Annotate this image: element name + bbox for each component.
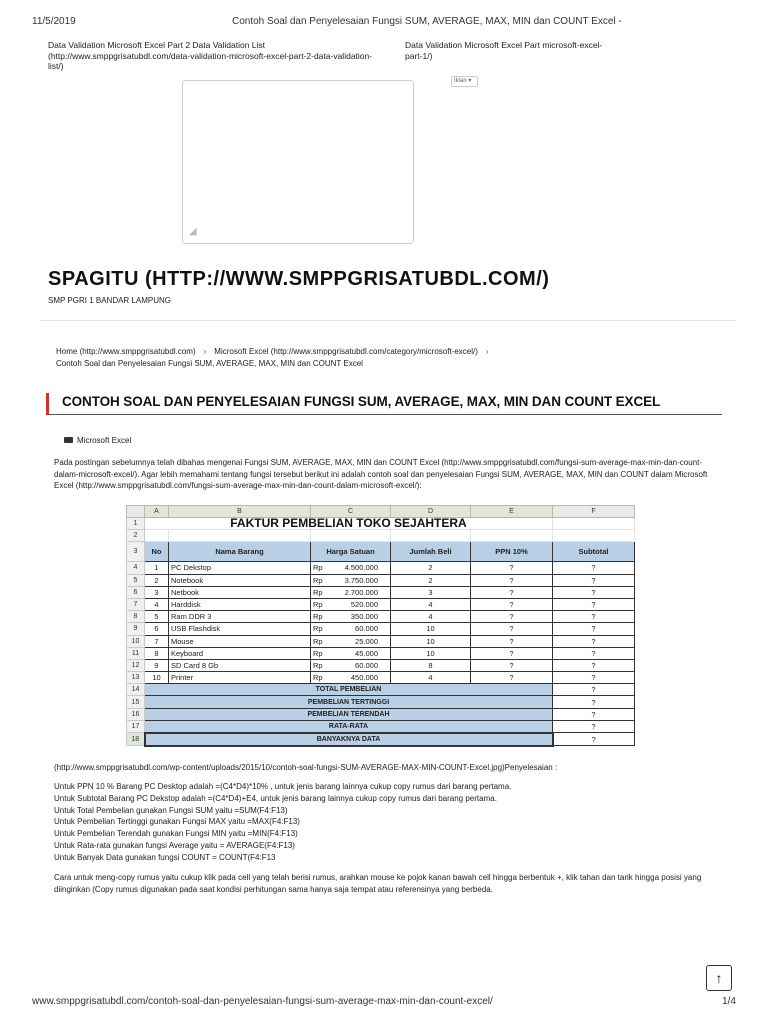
cell-subtotal: ? <box>553 574 635 586</box>
currency-label: Rp <box>313 575 323 585</box>
cell-subtotal: ? <box>553 647 635 659</box>
row-number: 13 <box>127 672 145 684</box>
category-label[interactable]: Microsoft Excel <box>77 436 132 445</box>
header-cell: No <box>145 542 169 562</box>
price-value: 25.000 <box>355 636 378 646</box>
table-row <box>127 562 635 574</box>
cell-no: 1 <box>145 562 169 574</box>
cell-item-name: SD Card 8 Gb <box>169 659 311 671</box>
table-row <box>127 598 635 610</box>
spreadsheet-image <box>126 505 634 759</box>
corner-cell <box>127 506 145 518</box>
cell-no: 8 <box>145 647 169 659</box>
cell-item-name: Notebook <box>169 574 311 586</box>
table-header-row <box>127 542 635 562</box>
related-post-link[interactable]: Data Validation Microsoft Excel Part 2 Data Validation List (http://www.smppgrisatubdl.com/data-validation-microsoft-excel-part-2-data-validation-list/) <box>48 40 373 71</box>
column-header: E <box>471 506 553 518</box>
cell-subtotal: ? <box>553 672 635 684</box>
price-value: 45.000 <box>355 648 378 658</box>
row-number: 8 <box>127 611 145 623</box>
cell-no: 9 <box>145 659 169 671</box>
table-row <box>127 586 635 598</box>
currency-label: Rp <box>313 624 323 634</box>
summary-value: ? <box>553 696 635 708</box>
solution-line: Untuk Total Pembelian gunakan Fungsi SUM yaitu =SUM(F4:F13) <box>54 805 288 815</box>
cell-item-name: Keyboard <box>169 647 311 659</box>
post-title: CONTOH SOAL DAN PENYELESAIAN FUNGSI SUM, AVERAGE, MAX, MIN DAN COUNT EXCEL <box>46 393 722 415</box>
cell-price <box>311 647 391 659</box>
row-number: 5 <box>127 574 145 586</box>
summary-row <box>127 720 635 733</box>
row-number: 3 <box>127 542 145 562</box>
cell-price <box>311 635 391 647</box>
cell-price <box>311 623 391 635</box>
table-row <box>127 659 635 671</box>
row-number: 4 <box>127 562 145 574</box>
header-divider <box>40 320 736 321</box>
summary-value: ? <box>553 684 635 696</box>
cell-subtotal: ? <box>553 635 635 647</box>
cell-no: 6 <box>145 623 169 635</box>
cell-ppn: ? <box>471 635 553 647</box>
cell-no: 7 <box>145 635 169 647</box>
row-number: 17 <box>127 720 145 733</box>
cell-no: 10 <box>145 672 169 684</box>
row-number: 10 <box>127 635 145 647</box>
sheet-row <box>127 518 635 530</box>
solution-line: Untuk Pembelian Terendah gunakan Fungsi MIN yaitu =MIN(F4:F13) <box>54 829 298 839</box>
column-header: D <box>391 506 471 518</box>
row-number: 16 <box>127 708 145 720</box>
cell-no: 4 <box>145 598 169 610</box>
cell-qty: 4 <box>391 672 471 684</box>
column-header: A <box>145 506 169 518</box>
cell-ppn: ? <box>471 586 553 598</box>
back-to-top-button[interactable] <box>706 965 732 991</box>
currency-label: Rp <box>313 587 323 597</box>
header-cell: PPN 10% <box>471 542 553 562</box>
breadcrumb <box>56 346 716 370</box>
currency-label: Rp <box>313 636 323 646</box>
print-header <box>32 16 736 30</box>
cell-item-name: PC Dekstop <box>169 562 311 574</box>
summary-label: PEMBELIAN TERENDAH <box>145 708 553 720</box>
table-row <box>127 623 635 635</box>
summary-row <box>127 696 635 708</box>
cell-qty: 8 <box>391 659 471 671</box>
cell-qty: 2 <box>391 574 471 586</box>
print-footer <box>32 996 736 1010</box>
related-post-link[interactable]: Data Validation Microsoft Excel Part microsoft-excel-part-1/) <box>405 40 603 61</box>
breadcrumb-current: Contoh Soal dan Penyelesaian Fungsi SUM, AVERAGE, MAX, MIN dan COUNT Excel <box>56 359 363 368</box>
column-header: F <box>553 506 635 518</box>
cell-price <box>311 562 391 574</box>
solution-line: Untuk PPN 10 % Barang PC Desktop adalah =(C4*D4)*10% , untuk jenis barang lainnya cukup copy rumus dari barang pertama. <box>54 782 512 791</box>
copy-formula-note: Cara untuk meng-copy rumus yaitu cukup klik pada cell yang telah berisi rumus, arahkan mouse ke pojok kanan bawah cell hingga berbentuk +, klik tahan dan tarik hingga posisi yang diinginkan (Copy rumus digunakan pada saat kondisi perhitungan sama hanya saja tempat atau referensinya yang berbeda. <box>54 873 702 894</box>
cell-ppn: ? <box>471 611 553 623</box>
cell-subtotal: ? <box>553 623 635 635</box>
cell-qty: 10 <box>391 623 471 635</box>
summary-row <box>127 684 635 696</box>
print-date: 11/5/2019 <box>32 16 76 27</box>
row-number: 9 <box>127 623 145 635</box>
cell-item-name: Ram DDR 3 <box>169 611 311 623</box>
table-row <box>127 635 635 647</box>
cell-item-name: USB Flashdisk <box>169 623 311 635</box>
cell-ppn: ? <box>471 574 553 586</box>
summary-value: ? <box>553 708 635 720</box>
invoice-title: FAKTUR PEMBELIAN TOKO SEJAHTERA <box>145 518 553 530</box>
header-cell: Subtotal <box>553 542 635 562</box>
breadcrumb-category[interactable]: Microsoft Excel (http://www.smppgrisatubdl.com/category/microsoft-excel/) <box>214 347 478 356</box>
summary-row <box>127 733 635 746</box>
header-cell: Nama Barang <box>169 542 311 562</box>
solution-list <box>54 781 724 864</box>
site-subtitle: SMP PGRI 1 BANDAR LAMPUNG <box>48 296 171 305</box>
arrow-up-icon: ↑ <box>715 970 723 986</box>
cell-item-name: Netbook <box>169 586 311 598</box>
cell-ppn: ? <box>471 598 553 610</box>
image-link-caption[interactable]: (http://www.smppgrisatubdl.com/wp-content/uploads/2015/10/contoh-soal-fungsi-SUM-AVERAGE-MAX-MIN-COUNT-Excel.jpg)Penyelesaian : <box>54 763 558 772</box>
row-number: 12 <box>127 659 145 671</box>
currency-label: Rp <box>313 600 323 610</box>
row-number: 15 <box>127 696 145 708</box>
summary-value: ? <box>553 733 635 746</box>
row-number: 7 <box>127 598 145 610</box>
cell-item-name: Harddisk <box>169 598 311 610</box>
summary-label: RATA-RATA <box>145 720 553 733</box>
cell-qty: 10 <box>391 647 471 659</box>
cell-price <box>311 611 391 623</box>
cell-qty: 4 <box>391 598 471 610</box>
row-number: 18 <box>127 733 145 746</box>
cell-subtotal: ? <box>553 562 635 574</box>
row-number: 11 <box>127 647 145 659</box>
price-value: 520.000 <box>350 600 378 610</box>
cell <box>553 518 635 530</box>
row-number: 6 <box>127 586 145 598</box>
cell-no: 2 <box>145 574 169 586</box>
cell-subtotal: ? <box>553 598 635 610</box>
cell-price <box>311 574 391 586</box>
currency-label: Rp <box>313 612 323 622</box>
sheet-row <box>127 530 635 542</box>
column-header: C <box>311 506 391 518</box>
breadcrumb-separator: › <box>485 347 489 356</box>
price-value: 450.000 <box>350 673 378 683</box>
folder-icon <box>64 437 73 443</box>
summary-label: BANYAKNYA DATA <box>145 733 553 746</box>
ad-placeholder <box>182 80 414 244</box>
cell-price <box>311 659 391 671</box>
post-intro: Pada postingan sebelumnya telah dibahas mengenai Fungsi SUM, AVERAGE, MAX, MIN dan COUNT Excel (http://www.smppgrisatubdl.com/fungsi-sum-average-max-min-dan-count-dalam-microsoft-excel/). Agar lebih memahami tentang fungsi tersebut berikut ini adalah contoh soal dan penyelesaian Fungsi SUM, AVERAGE, MAX, MIN dan COUNT dalam Microsoft Excel (http://www.smppgrisatubdl.com/fungsi-sum-average-max-min-dan-count-dalam-microsoft-excel/): <box>54 458 708 490</box>
cell-no: 5 <box>145 611 169 623</box>
cell-qty: 3 <box>391 586 471 598</box>
price-value: 4.500.000 <box>344 563 378 573</box>
cell-subtotal: ? <box>553 611 635 623</box>
cell-qty: 2 <box>391 562 471 574</box>
cell-ppn: ? <box>471 562 553 574</box>
summary-label: PEMBELIAN TERTINGGI <box>145 696 553 708</box>
cell-qty: 10 <box>391 635 471 647</box>
ad-select[interactable]: Iklan ▾ <box>451 76 478 87</box>
currency-label: Rp <box>313 660 323 670</box>
row-number: 14 <box>127 684 145 696</box>
cell-ppn: ? <box>471 623 553 635</box>
breadcrumb-home[interactable]: Home (http://www.smppgrisatubdl.com) <box>56 347 196 356</box>
solution-line: Untuk Pembelian Tertinggi gunakan Fungsi MAX yaitu =MAX(F4:F13) <box>54 817 300 827</box>
header-cell: Jumlah Beli <box>391 542 471 562</box>
price-value: 350.000 <box>350 612 378 622</box>
solution-line: Untuk Subtotal Barang PC Dekstop adalah =(C4*D4)+E4, untuk jenis barang lainnya cukup copy rumus dari barang pertama. <box>54 793 497 803</box>
post-category[interactable] <box>64 436 131 445</box>
price-value: 3.750.000 <box>344 575 378 585</box>
row-number: 1 <box>127 518 145 530</box>
currency-label: Rp <box>313 563 323 573</box>
print-page-title: Contoh Soal dan Penyelesaian Fungsi SUM, AVERAGE, MAX, MIN dan COUNT Excel - <box>232 16 622 27</box>
price-value: 2.700.000 <box>344 587 378 597</box>
cell-ppn: ? <box>471 647 553 659</box>
site-title[interactable]: SPAGITU (HTTP://WWW.SMPPGRISATUBDL.COM/) <box>48 268 550 290</box>
table-row <box>127 672 635 684</box>
cell-price <box>311 586 391 598</box>
cell-no: 3 <box>145 586 169 598</box>
cell-subtotal: ? <box>553 659 635 671</box>
breadcrumb-separator: › <box>203 347 207 356</box>
header-cell: Harga Satuan <box>311 542 391 562</box>
cell-qty: 4 <box>391 611 471 623</box>
currency-label: Rp <box>313 648 323 658</box>
cell-item-name: Mouse <box>169 635 311 647</box>
cell-price <box>311 598 391 610</box>
print-url: www.smppgrisatubdl.com/contoh-soal-dan-penyelesaian-fungsi-sum-average-max-min-dan-count-excel/ <box>32 996 493 1007</box>
table-row <box>127 647 635 659</box>
cell-subtotal: ? <box>553 586 635 598</box>
price-value: 60.000 <box>355 624 378 634</box>
summary-row <box>127 708 635 720</box>
table-row <box>127 611 635 623</box>
column-header: B <box>169 506 311 518</box>
column-header-row <box>127 506 635 518</box>
expand-icon: ◢ <box>189 226 197 237</box>
summary-label: TOTAL PEMBELIAN <box>145 684 553 696</box>
solution-line: Untuk Banyak Data gunakan fungsi COUNT = COUNT(F4:F13 <box>54 852 276 862</box>
price-value: 60.000 <box>355 660 378 670</box>
cell-item-name: Printer <box>169 672 311 684</box>
table-row <box>127 574 635 586</box>
cell-price <box>311 672 391 684</box>
summary-value: ? <box>553 720 635 733</box>
cell-ppn: ? <box>471 672 553 684</box>
currency-label: Rp <box>313 673 323 683</box>
cell-ppn: ? <box>471 659 553 671</box>
page-number: 1/4 <box>722 996 736 1007</box>
solution-line: Untuk Rata-rata gunakan fungsi Average yaitu = AVERAGE(F4:F13) <box>54 840 295 850</box>
row-number: 2 <box>127 530 145 542</box>
